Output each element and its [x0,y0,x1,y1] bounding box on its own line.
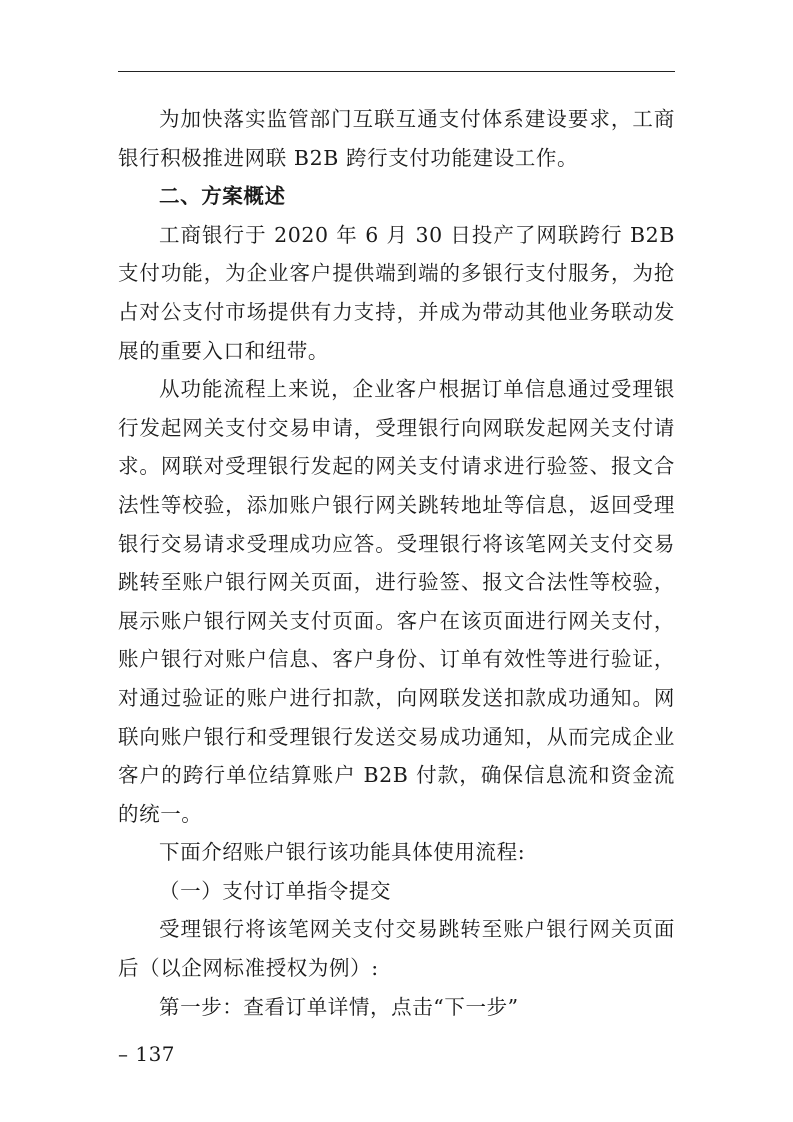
paragraph-redirect: 受理银行将该笔网关支付交易跳转至账户银行网关页面后（以企网标准授权为例）: [118,917,675,981]
paragraph-flow: 从功能流程上来说，企业客户根据订单信息通过受理银行发起网关支付交易申请，受理银行向网联发起网关支付请求。网联对受理银行发起的网关支付请求进行验签、报文合法性等校验，添加账户银行网关跳转地址等信息，返回受理银行交易请求受理成功应答。受理银行将该笔网关支付交易跳转至账户银行网关页面，进行验签、报文合法性等校验，展示账户银行网关支付页面。客户在该页面进行网关支付，账户银行对账户信息、客户身份、订单有效性等进行验证，对通过验证的账户进行扣款，向网联发送扣款成功通知。网联向账户银行和受理银行发送交易成功通知，从而完成企业客户的跨行单位结算账户 B2B 付款，确保信息流和资金流的统一。 [118,377,675,826]
paragraph-step-one: 第一步：查看订单详情，点击“下一步” [159,994,519,1019]
paragraph-launch: 工商银行于 2020 年 6 月 30 日投产了网联跨行 B2B 支付功能，为企业客户提供端到端的多银行支付服务，为抢占对公支付市场提供有力支持，并成为带动其他业务联动发展的重要入口和纽带。 [118,222,675,363]
paragraph-intro: 为加快落实监管部门互联互通支付体系建设要求，工商银行积极推进网联 B2B 跨行支付功能建设工作。 [118,107,675,170]
header-rule [118,71,675,72]
document-body [118,100,675,1026]
section-heading-overview: 二、方案概述 [159,184,286,209]
subsection-heading-order-submit: （一）支付订单指令提交 [159,878,392,903]
paragraph-usage-intro: 下面介绍账户银行该功能具体使用流程: [159,840,526,865]
page-number: – 137 [118,1042,176,1066]
